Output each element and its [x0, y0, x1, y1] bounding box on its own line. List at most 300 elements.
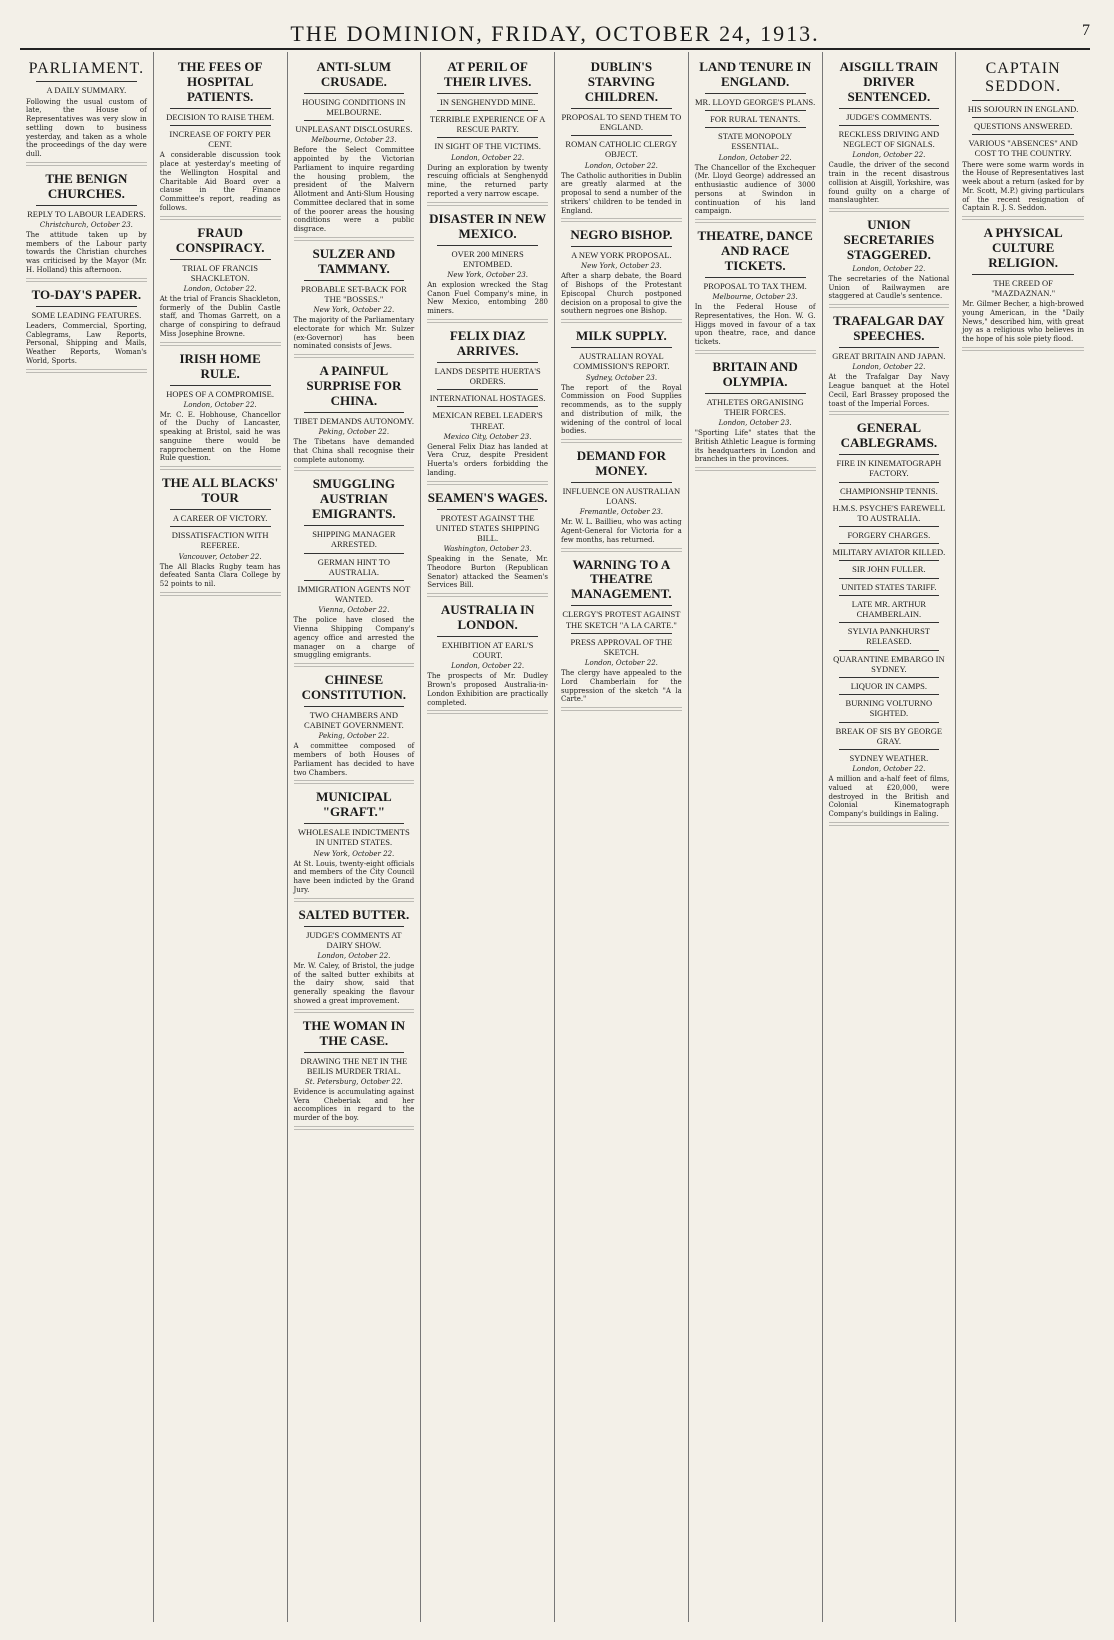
article-subheading: MILITARY AVIATOR KILLED. [832, 547, 946, 558]
body-text-lines [561, 319, 682, 325]
article [561, 329, 682, 445]
article-subheading: PROTEST AGAINST THE UNITED STATES SHIPPING BILL. [435, 512, 540, 543]
body-text-lines [561, 439, 682, 445]
article-subheading: THE CREED OF "MAZDAZNAN." [991, 277, 1056, 299]
body-text-lines [427, 710, 548, 716]
article-headline: SEAMEN'S WAGES. [427, 489, 548, 505]
article [561, 449, 682, 554]
article-body: Mr. W. Caley, of Bristol, the judge of the salted butter exhibits at the dairy show, said that generally speaking the flavour showed a great improvement. [293, 961, 415, 1005]
article-subheading: TERRIBLE EXPERIENCE OF A RESCUE PARTY. [429, 114, 546, 135]
article-dateline: London, October 22. [183, 284, 257, 293]
article-dateline: Vienna, October 22. [318, 606, 390, 615]
article-headline: THE BENIGN CHURCHES. [45, 170, 128, 201]
article-subheading: A NEW YORK PROPOSAL. [571, 250, 672, 261]
article-subheading: SIR JOHN FULLER. [852, 564, 926, 575]
article-subheading: REPLY TO LABOUR LEADERS. [27, 208, 146, 219]
article-dateline: London, October 22. [852, 264, 926, 273]
divider [839, 347, 940, 348]
article-headline: A PHYSICAL CULTURE RELIGION. [983, 225, 1063, 270]
column-3 [288, 52, 422, 1622]
divider [571, 347, 672, 348]
article-subheading: STATE MONOPOLY ESSENTIAL. [717, 131, 793, 152]
article-body: A million and a-half feet of films, valued at £20,000, were destroyed in the British and Colonial Kinematograph Company's buildings in Ealing. [828, 775, 950, 819]
article-headline: SMUGGLING AUSTRIAN EMIGRANTS. [312, 476, 396, 522]
article-dateline: New York, October 23. [580, 262, 662, 271]
article-subheading: TRIAL OF FRANCIS SHACKLETON. [182, 262, 258, 283]
article [26, 172, 147, 284]
article-body: Mr. C. E. Hobhouse, Chancellor of the Duchy of Lancaster, speaking at Bristol, said he was sanguine there would be rapprochement on the Home Rule question. [159, 410, 281, 463]
article-subheading: IN SENGHENYDD MINE. [440, 96, 536, 107]
article [427, 60, 548, 208]
divider [304, 280, 405, 281]
article-subheading: LANDS DESPITE HUERTA'S ORDERS. [434, 365, 541, 386]
article-dateline: London, October 22. [451, 662, 525, 671]
divider [170, 108, 271, 109]
article-headline: AT PERIL OF THEIR LIVES. [443, 59, 532, 89]
article-headline: FELIX DIAZ ARRIVES. [449, 327, 526, 358]
article [695, 229, 816, 356]
body-text-lines [26, 369, 147, 375]
divider [304, 580, 405, 581]
body-text-lines [26, 278, 147, 284]
article-body: The report of the Royal Commission on Food Supplies recommends, as to the supply and distribution of milk, the widening of the control of local bodies. [561, 383, 682, 436]
article-subheading: ROMAN CATHOLIC CLERGY OBJECT. [565, 139, 678, 160]
article [829, 421, 950, 828]
article-body: General Felix Diaz has landed at Vera Cruz, despite President Huerta's orders forbidding the landing. [427, 442, 548, 477]
divider [839, 543, 940, 544]
article [962, 226, 1084, 353]
article [427, 491, 548, 600]
article-headline: A PAINFUL SURPRISE FOR CHINA. [306, 363, 402, 409]
article-subheading: EXHIBITION AT EARL'S COURT. [441, 640, 534, 661]
article-body: Following the usual custom of late, the House of Representatives was very slow in settling down to business yesterday, and taken as a whole the proceedings of the day were dull. [26, 97, 147, 159]
article-body: Evidence is accumulating against Vera Cheberiak and her accomplices in regard to the murder of the boy. [293, 1087, 415, 1123]
article [962, 60, 1084, 222]
divider [304, 926, 405, 927]
divider [304, 553, 405, 554]
divider [170, 509, 271, 510]
divider [705, 277, 806, 278]
article [26, 60, 147, 168]
article-subheading: IMMIGRATION AGENTS NOT WANTED. [297, 584, 411, 605]
divider [304, 525, 405, 526]
article-dateline: London, October 22. [852, 151, 926, 160]
article-body: The prospects of Mr. Dudley Brown's proposed Australia-in-London Exhibition are practically completed. [427, 672, 548, 707]
article-subheading: GERMAN HINT TO AUSTRALIA. [317, 556, 390, 577]
article-subheading: HOPES OF A COMPROMISE. [166, 388, 274, 399]
article-headline: ANTI-SLUM CRUSADE. [316, 59, 392, 89]
article-subheading: LATE MR. ARTHUR CHAMBERLAIN. [851, 598, 927, 619]
divider [170, 125, 271, 126]
body-text-lines [561, 548, 682, 554]
divider [571, 246, 672, 247]
divider [36, 81, 137, 82]
divider [36, 306, 137, 307]
article [294, 673, 415, 786]
article-body: Before the Select Committee appointed by the Victorian Parliament to inquire regarding the housing problem, the president of the Malvern Allotment and Anti-Slum Housing Committee declared that in some of the poorer areas the housing conditions were a public disgrace. [293, 146, 415, 234]
divider [839, 622, 940, 623]
article-body: The secretaries of the National Union of Railwaymen are staggered at Caudle's sentence. [828, 274, 950, 301]
body-text-lines [160, 216, 281, 222]
body-text-lines [294, 1126, 415, 1132]
body-text-lines [829, 304, 950, 310]
article [160, 226, 281, 348]
article-subheading: OVER 200 MINERS ENTOMBED. [451, 248, 524, 269]
divider [705, 393, 806, 394]
article-subheading: SOME LEADING FEATURES. [31, 309, 142, 320]
article-subheading: H.M.S. PSYCHE'S FAREWELL TO AUSTRALIA. [832, 502, 946, 523]
article-body: The All Blacks Rugby team has defeated Santa Clara College by 52 points to nil. [159, 562, 281, 589]
article-headline: THEATRE, DANCE AND RACE TICKETS. [697, 228, 813, 273]
divider [839, 482, 940, 483]
divider [839, 499, 940, 500]
divider [304, 120, 405, 121]
article-subheading: SHIPPING MANAGER ARRESTED. [312, 529, 396, 550]
article-headline: THE FEES OF HOSPITAL PATIENTS. [177, 59, 263, 104]
article-subheading: FOR RURAL TENANTS. [710, 114, 801, 125]
article [294, 1019, 415, 1132]
article [294, 247, 415, 360]
column-1 [20, 52, 154, 1622]
article-subheading: JUDGE'S COMMENTS AT DAIRY SHOW. [306, 929, 402, 950]
body-text-lines [561, 707, 682, 713]
article [561, 558, 682, 714]
article-subheading: DECISION TO RAISE THEM. [166, 111, 274, 122]
divider [170, 385, 271, 386]
article-dateline: Sydney, October 23. [585, 373, 658, 382]
article-headline: DISASTER IN NEW MEXICO. [429, 210, 547, 241]
article-dateline: London, October 22. [584, 659, 658, 668]
article-subheading: MR. LLOYD GEORGE'S PLANS. [694, 96, 816, 107]
article-dateline: London, October 23. [718, 419, 792, 428]
article-body: The attitude taken up by members of the Labour party towards the Christian churches was criticised by the Mayor (Mr. H. Holland) this afternoon. [26, 230, 147, 274]
article-headline: IRISH HOME RULE. [179, 350, 261, 381]
body-text-lines [962, 216, 1084, 222]
body-text-lines [160, 592, 281, 598]
divider [437, 389, 538, 390]
article-headline: SULZER AND TAMMANY. [312, 245, 396, 276]
divider [839, 108, 940, 109]
article-subheading: IN SIGHT OF THE VICTIMS. [434, 141, 541, 152]
article-body: At the Trafalgar Day Navy League banquet at the Hotel Cecil, Earl Brassey proposed the toast of the Imperial Forces. [828, 373, 950, 408]
body-text-lines [829, 822, 950, 828]
article-dateline: Peking, October 22. [318, 732, 390, 741]
columns-grid [20, 52, 1090, 1622]
article-dateline: New York, October 23. [447, 270, 528, 279]
article-dateline: Vancouver, October 22. [178, 552, 262, 561]
body-text-lines [294, 898, 415, 904]
article-headline: FRAUD CONSPIRACY. [175, 224, 265, 255]
article-subheading: CHAMPIONSHIP TENNIS. [839, 485, 938, 496]
article-body: "Sporting Life" states that the British Athletic League is forming its headquarters in London and branches in the provinces. [694, 429, 816, 464]
body-text-lines [427, 319, 548, 325]
body-text-lines [294, 1009, 415, 1015]
article-body: During an exploration by twenty rescuing officials at Senghenydd mine, the returned party reported a very narrow escape. [427, 163, 548, 198]
article-body: The Tibetans have demanded that China shall recognise their complete autonomy. [293, 438, 415, 464]
article-headline: WARNING TO A THEATRE MANAGEMENT. [571, 556, 672, 602]
article-headline: DUBLIN'S STARVING CHILDREN. [584, 59, 659, 104]
article-subheading: QUESTIONS ANSWERED. [974, 120, 1073, 131]
article-dateline: London, October 22. [317, 951, 391, 960]
article [829, 60, 950, 214]
article-headline: CHINESE CONSTITUTION. [301, 672, 407, 703]
article-subheading: FORGERY CHARGES. [847, 530, 931, 541]
divider [304, 93, 405, 94]
divider [304, 706, 405, 707]
article-body: Mr. Gilmer Becher, a high-browed young American, in the "Daily News," described him, with great joy as a religious who believes in the hope of his sole piety flood. [962, 300, 1084, 344]
article-body: Leaders, Commercial, Sporting, Cablegrams, Law Reports, Personal, Shipping and Mails, Weather Reports, Woman's World, Sports. [26, 321, 147, 365]
article-body: An explosion wrecked the Stag Canon Fuel Company's mine, in New Mexico, entombing 280 miners. [427, 280, 548, 316]
divider [571, 108, 672, 109]
body-text-lines [294, 663, 415, 669]
article-subheading: LIQUOR IN CAMPS. [850, 680, 928, 691]
article-subheading: PROBABLE SET-BACK FOR THE "BOSSES." [300, 283, 407, 304]
article-dateline: Mexico City, October 23. [443, 432, 532, 441]
article [294, 364, 415, 473]
article-subheading: QUARANTINE EMBARGO IN SYDNEY. [833, 653, 945, 674]
article-subheading: PROPOSAL TO SEND THEM TO ENGLAND. [561, 111, 682, 132]
article-headline: MUNICIPAL "GRAFT." [316, 789, 392, 820]
article-body: Speaking in the Senate, Mr. Theodore Burton (Republican Senator) attacked the Seamen's Services Bill. [427, 555, 548, 590]
article-headline: UNION SECRETARIES STAGGERED. [843, 217, 935, 262]
article-subheading: MEXICAN REBEL LEADER'S THREAT. [432, 410, 543, 431]
article [160, 352, 281, 473]
article-dateline: Washington, October 23. [443, 545, 532, 554]
article-subheading: AUSTRALIAN ROYAL COMMISSION'S REPORT. [573, 351, 670, 372]
article-subheading: UNITED STATES TARIFF. [841, 581, 937, 592]
body-text-lines [294, 354, 415, 360]
column-7 [823, 52, 957, 1622]
article-subheading: TIBET DEMANDS AUTONOMY. [293, 416, 414, 426]
article-dateline: New York, October 22. [313, 849, 395, 858]
body-text-lines [829, 208, 950, 214]
article-headline: NEGRO BISHOP. [570, 227, 673, 243]
divider [437, 110, 538, 111]
article-body: The clergy have appealed to the Lord Chamberlain for the suppression of the sketch "A la Carte." [561, 669, 682, 704]
article-subheading: VARIOUS "ABSENCES" AND COST TO THE COUNTRY. [968, 138, 1078, 159]
body-text-lines [695, 219, 816, 225]
divider [972, 134, 1074, 135]
article [695, 360, 816, 473]
divider [839, 677, 940, 678]
body-text-lines [294, 467, 415, 473]
article-dateline: Peking, October 22. [318, 428, 390, 437]
article [427, 329, 548, 487]
article-subheading: BURNING VOLTURNO SIGHTED. [845, 698, 933, 719]
article [160, 476, 281, 598]
article-headline: GENERAL CABLEGRAMS. [840, 420, 938, 451]
article-headline: DEMAND FOR MONEY. [576, 448, 666, 478]
divider [571, 605, 672, 606]
divider [304, 823, 405, 824]
divider [705, 127, 806, 128]
article [427, 212, 548, 325]
article-headline: AUSTRALIA IN LONDON. [440, 602, 535, 633]
divider [437, 245, 538, 246]
divider [437, 406, 538, 407]
article-subheading: TWO CHAMBERS AND CABINET GOVERNMENT. [303, 710, 404, 731]
article-dateline: London, October 22. [183, 400, 257, 409]
article-headline: CAPTAIN SEDDON. [985, 60, 1062, 96]
body-text-lines [962, 347, 1084, 353]
article-subheading: SYLVIA PANKHURST RELEASED. [847, 626, 931, 647]
masthead [20, 20, 1090, 50]
body-text-lines [294, 780, 415, 786]
article-subheading: SYDNEY WEATHER. [849, 752, 929, 763]
article-headline: LAND TENURE IN ENGLAND. [699, 59, 811, 89]
article-subheading: ATHLETES ORGANISING THEIR FORCES. [706, 396, 804, 417]
article-dateline: Melbourne, October 23. [712, 293, 798, 302]
divider [705, 110, 806, 111]
article-headline: MILK SUPPLY. [575, 328, 667, 344]
article-subheading: WHOLESALE INDICTMENTS IN UNITED STATES. [298, 827, 410, 848]
body-text-lines [294, 237, 415, 243]
article [26, 288, 147, 375]
article-body: A committee composed of members of both Houses of Parliament has decided to have two Chambers. [293, 742, 415, 777]
article-body: After a sharp debate, the Board of Bishops of the Protestant Episcopal Church postponed decision on a proposal to give the southern negroes one Bishop. [561, 272, 682, 316]
divider [839, 454, 940, 455]
divider [437, 93, 538, 94]
column-2 [154, 52, 288, 1622]
divider [839, 722, 940, 723]
divider [571, 135, 672, 136]
column-5 [555, 52, 689, 1622]
article [561, 228, 682, 325]
page-number: 7 [1082, 22, 1090, 39]
divider [839, 578, 940, 579]
article-subheading: DRAWING THE NET IN THE BEILIS MURDER TRIAL. [300, 1055, 408, 1076]
article-subheading: INCREASE OF FORTY PER CENT. [169, 129, 271, 150]
article [829, 314, 950, 417]
article-headline: THE WOMAN IN THE CASE. [302, 1017, 406, 1048]
column-8 [956, 52, 1090, 1622]
article-dateline: London, October 22. [852, 363, 926, 372]
article-headline: PARLIAMENT. [28, 60, 145, 77]
divider [839, 749, 940, 750]
article-headline: THE ALL BLACKS' TOUR [161, 475, 279, 506]
body-text-lines [160, 466, 281, 472]
divider [839, 694, 940, 695]
divider [839, 125, 940, 126]
divider [972, 117, 1074, 118]
divider [839, 526, 940, 527]
article-subheading: FIRE IN KINEMATOGRAPH FACTORY. [836, 458, 942, 479]
body-text-lines [695, 467, 816, 473]
article-headline: BRITAIN AND OLYMPIA. [712, 358, 798, 389]
article-dateline: New York, October 22. [313, 306, 395, 315]
body-text-lines [829, 411, 950, 417]
column-6 [689, 52, 823, 1622]
article-subheading: INFLUENCE ON AUSTRALIAN LOANS. [562, 485, 681, 507]
body-text-lines [160, 342, 281, 348]
divider [839, 560, 940, 561]
article-subheading: INTERNATIONAL HOSTAGES. [429, 393, 546, 404]
article-dateline: Melbourne, October 23. [311, 136, 397, 145]
article-body: The police have closed the Vienna Shipping Company's agency office and arrested the manager on a charge of smuggling emigrants. [293, 616, 415, 660]
masthead-title: THE DOMINION, FRIDAY, OCTOBER 24, 1913. [290, 21, 820, 46]
article-body: At St. Louis, twenty-eight officials and members of the City Council have been indicted by the Grand Jury. [293, 859, 415, 894]
divider [36, 205, 137, 206]
article-subheading: HOUSING CONDITIONS IN MELBOURNE. [302, 96, 406, 118]
divider [839, 650, 940, 651]
article-subheading: PRESS APPROVAL OF THE SKETCH. [570, 636, 673, 657]
article-subheading: PROPOSAL TO TAX THEM. [703, 280, 807, 291]
divider [705, 93, 806, 94]
article [294, 477, 415, 669]
article-body: The Chancellor of the Exchequer (Mr. Lloyd George) addressed an enthusiastic audience of 3000 persons at Swindon in continuation of his land campaign. [694, 163, 816, 216]
divider [571, 633, 672, 634]
article-body: In the Federal House of Representatives, the Hon. W. G. Higgs moved in favour of a tax upon theatre, race, and dance tickets. [694, 303, 816, 347]
article-subheading: UNPLEASANT DISCLOSURES. [295, 124, 413, 135]
divider [839, 595, 940, 596]
divider [170, 526, 271, 527]
article-body: At the trial of Francis Shackleton, formerly of the Dublin Castle staff, and Thomas Garrett, on a charge of conspiring to defraud Miss Josephine Browne. [159, 294, 281, 338]
article-body: There were some warm words in the House of Representatives last week about a return (asked for by Mr. Scott, M.P.) giving particulars of the recent resignation of Captain R. J. S. Seddon. [962, 160, 1084, 213]
article-headline: TRAFALGAR DAY SPEECHES. [833, 313, 945, 344]
article-subheading: JUDGE'S COMMENTS. [846, 111, 932, 122]
article-dateline: St. Petersburg, October 22. [304, 1077, 403, 1086]
article-dateline: London, October 22. [718, 153, 792, 162]
article-body: The majority of the Parliamentary electorate for which Mr. Sulzer (ex-Governor) has been nominated consists of Jews. [293, 316, 415, 351]
article-dateline: Fremantle, October 23. [579, 508, 664, 517]
divider [437, 509, 538, 510]
article-subheading: CLERGY'S PROTEST AGAINST THE SKETCH "A LA CARTE." [562, 609, 681, 630]
body-text-lines [561, 218, 682, 224]
article [829, 218, 950, 310]
article-headline: TO-DAY'S PAPER. [31, 286, 142, 302]
divider [304, 412, 405, 413]
article-subheading: HIS SOJOURN IN ENGLAND. [967, 103, 1079, 114]
divider [972, 274, 1074, 275]
article-headline: SALTED BUTTER. [298, 906, 410, 922]
article-subheading: DISSATISFACTION WITH REFEREE. [171, 530, 269, 551]
article [160, 60, 281, 222]
article [294, 790, 415, 903]
body-text-lines [695, 350, 816, 356]
article-subheading: GREAT BRITAIN AND JAPAN. [832, 351, 946, 362]
article [561, 60, 682, 224]
article-dateline: London, October 22. [584, 161, 658, 170]
divider [972, 100, 1074, 101]
divider [571, 482, 672, 483]
divider [437, 636, 538, 637]
article-dateline: London, October 22. [852, 765, 926, 774]
body-text-lines [26, 162, 147, 168]
divider [437, 137, 538, 138]
body-text-lines [427, 481, 548, 487]
body-text-lines [427, 202, 548, 208]
article [294, 60, 415, 243]
article-body: The Catholic authorities in Dublin are greatly alarmed at the proposal to send a number of the strikers' children to be tended in England. [561, 171, 682, 215]
article-body: Mr. W. L. Baillieu, who was acting Agent-General for Victoria for a few months, has returned. [561, 518, 682, 544]
article [695, 60, 816, 225]
divider [437, 362, 538, 363]
article-subheading: A CAREER OF VICTORY. [172, 513, 268, 524]
article-subheading: A DAILY SUMMARY. [46, 85, 127, 96]
article-subheading: BREAK OF SIS BY GEORGE GRAY. [835, 725, 943, 746]
article-dateline: Christchurch, October 23. [39, 220, 133, 229]
article [294, 908, 415, 1015]
article [427, 603, 548, 716]
article-body: A considerable discussion took place at yesterday's meeting of the Wellington Hospital and Charitable Aid Board over a clause in the Finance Committee's report, reading as follows. [159, 151, 281, 212]
body-text-lines [427, 593, 548, 599]
column-4 [421, 52, 555, 1622]
article-subheading: RECKLESS DRIVING AND NEGLECT OF SIGNALS. [838, 129, 940, 150]
article-headline: AISGILL TRAIN DRIVER SENTENCED. [839, 59, 939, 104]
divider [304, 1052, 405, 1053]
divider [170, 259, 271, 260]
article-body: Caudle, the driver of the second train in the recent disastrous collision at Aisgill, Yorkshire, was found guilty on a charge of manslaughter. [828, 161, 950, 205]
